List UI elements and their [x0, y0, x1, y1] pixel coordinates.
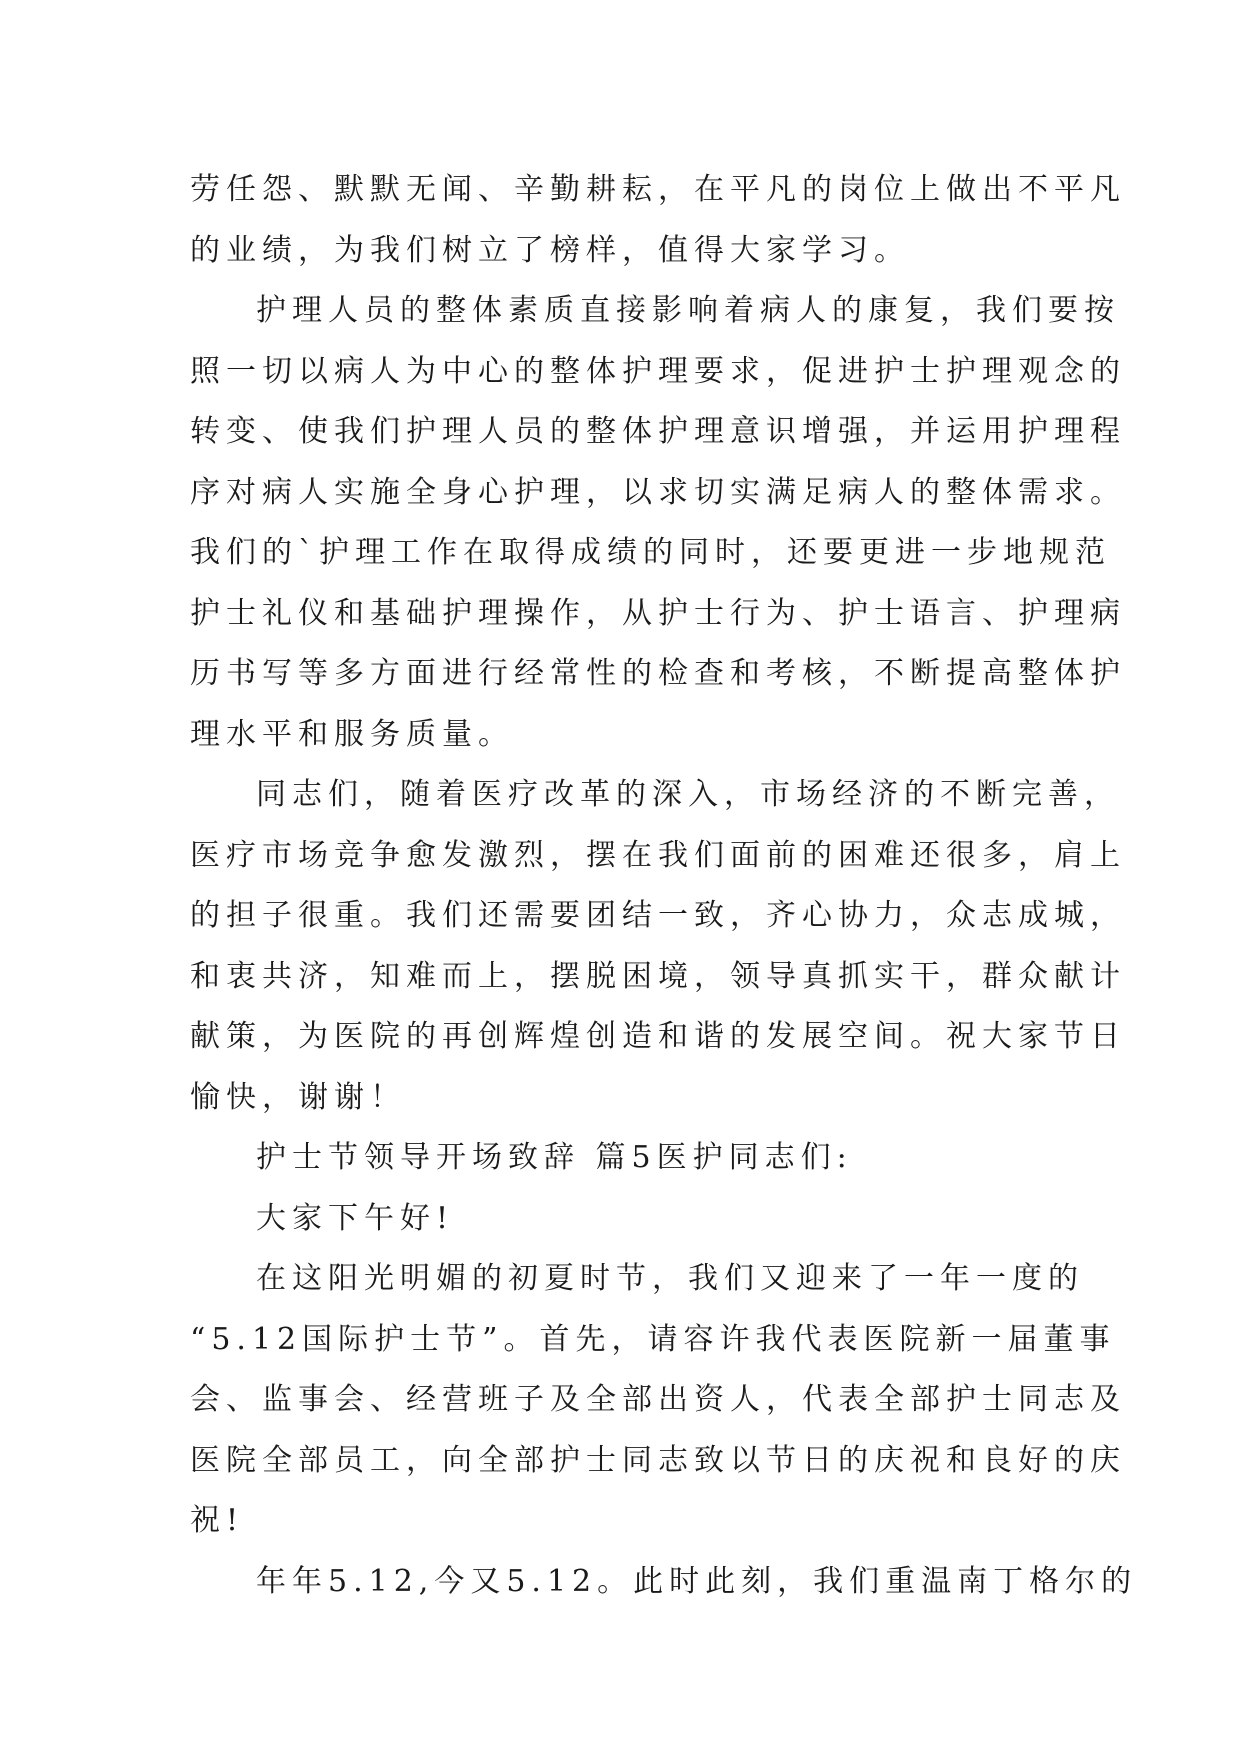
greeting-line: 大家下午好! [256, 1200, 455, 1236]
text-line: 理水平和服务质量。 [190, 716, 514, 752]
paragraph-start-line: 同志们，随着医疗改革的深入，市场经济的不断完善， [256, 777, 1120, 812]
text-line: 献策，为医院的再创辉煌创造和谐的发展空间。祝大家节日 [190, 1019, 1126, 1054]
text-line: 劳任怨、默默无闻、辛勤耕耘，在平凡的岗位上做出不平凡 [190, 172, 1126, 207]
paragraph-start-line: 在这阳光明媚的初夏时节，我们又迎来了一年一度的 [256, 1261, 1084, 1296]
text-line: 祝! [190, 1503, 245, 1538]
text-line: 会、监事会、经营班子及全部出资人，代表全部护士同志及 [190, 1382, 1126, 1417]
paragraph-start-line: 年年5.12,今又5.12。此时此刻，我们重温南丁格尔的 [256, 1563, 1138, 1599]
text-line: 我们的`护理工作在取得成绩的同时，还要更进一步地规范 [190, 535, 1111, 570]
text-line: “5.12国际护士节”。首先，请容许我代表医院新一届董事 [190, 1321, 1116, 1357]
section-heading-line: 护士节领导开场致辞 篇5医护同志们: [256, 1140, 853, 1175]
text-line: 序对病人实施全身心护理，以求切实满足病人的整体需求。 [190, 474, 1126, 510]
text-line: 的业绩，为我们树立了榜样，值得大家学习。 [190, 232, 910, 268]
text-line: 历书写等多方面进行经常性的检查和考核，不断提高整体护 [190, 656, 1126, 691]
text-line: 医院全部员工，向全部护士同志致以节日的庆祝和良好的庆 [190, 1442, 1126, 1478]
text-line: 转变、使我们护理人员的整体护理意识增强，并运用护理程 [190, 414, 1126, 449]
text-line: 照一切以病人为中心的整体护理要求，促进护士护理观念的 [190, 353, 1126, 389]
paragraph-start-line: 护理人员的整体素质直接影响着病人的康复，我们要按 [256, 293, 1120, 328]
text-line: 愉快，谢谢！ [190, 1079, 406, 1115]
text-line: 医疗市场竞争愈发激烈，摆在我们面前的困难还很多，肩上 [190, 837, 1126, 873]
text-line: 和衷共济，知难而上，摆脱困境，领导真抓实干，群众献计 [190, 958, 1126, 994]
text-line: 的担子很重。我们还需要团结一致，齐心协力，众志成城， [190, 898, 1126, 933]
document-body [190, 160, 1138, 1612]
text-line: 护士礼仪和基础护理操作，从护士行为、护士语言、护理病 [190, 595, 1126, 631]
